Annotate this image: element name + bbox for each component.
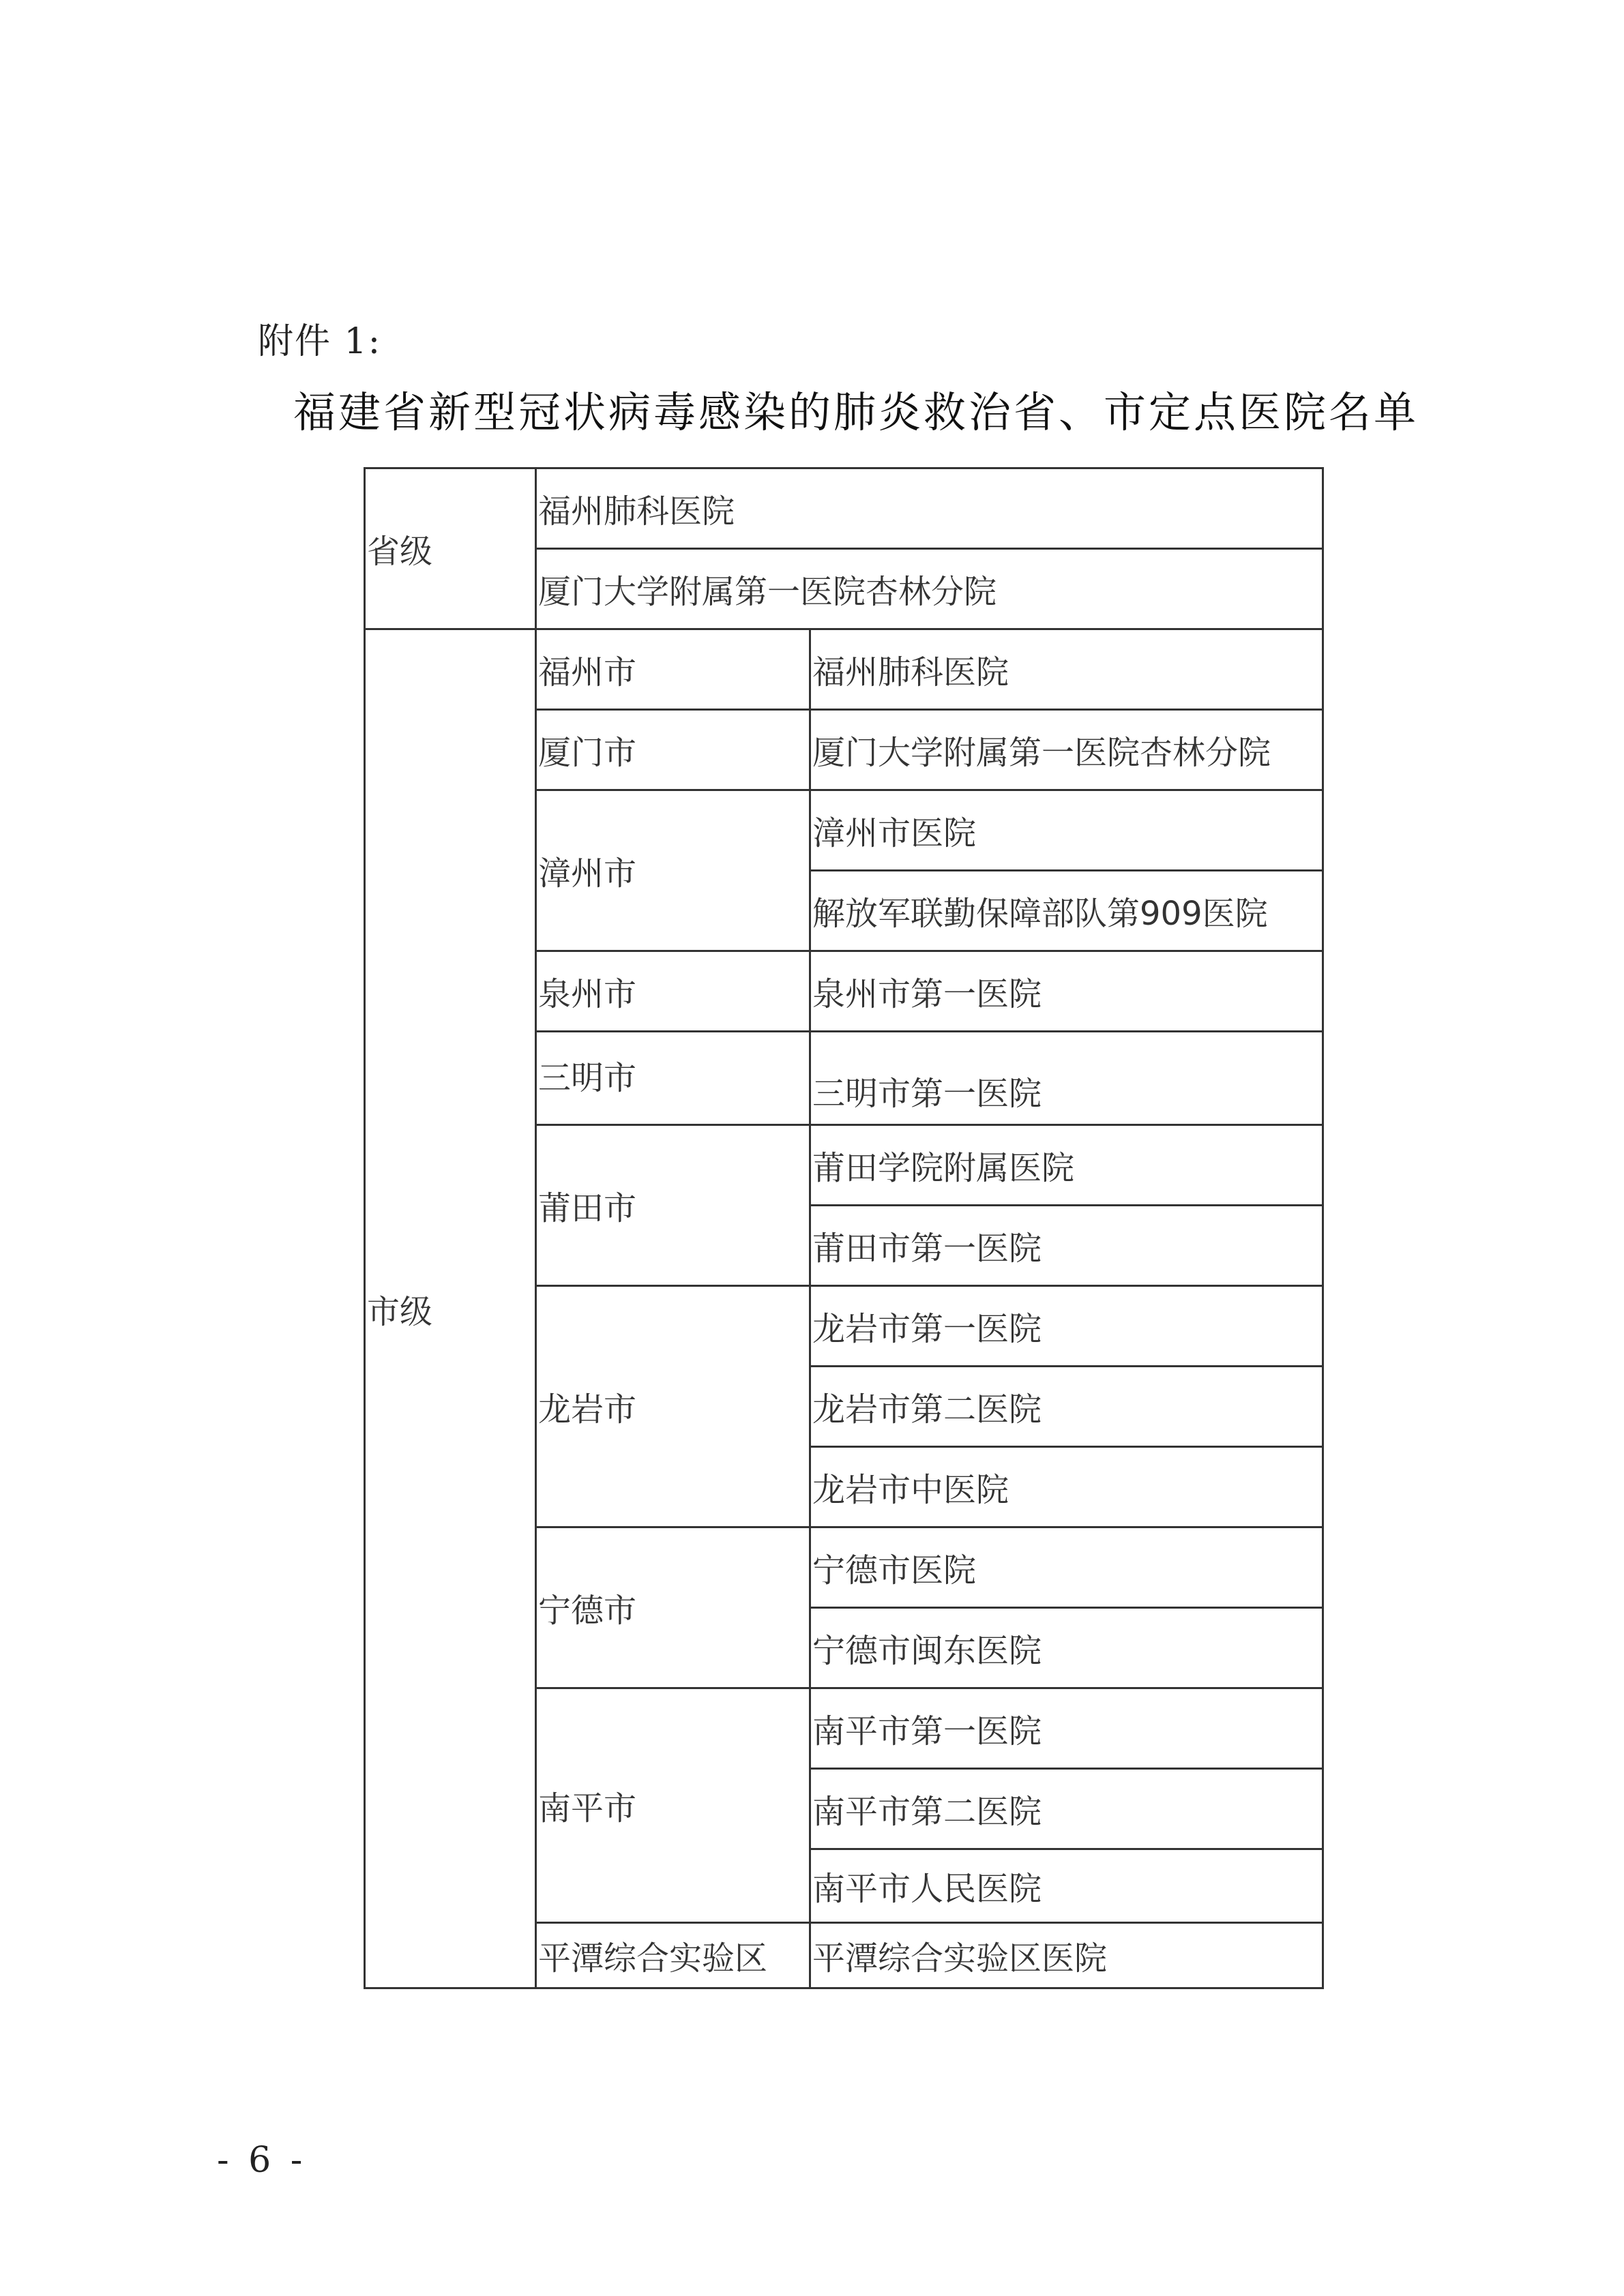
hospital-table [364,467,1324,1989]
page-number: - 6 - [217,2140,307,2181]
city-cell: 龙岩市 [536,1286,810,1527]
hospital-cell: 福州肺科医院 [810,629,1323,710]
hospital-cell: 泉州市第一医院 [810,951,1323,1032]
attachment-label: 附件 1: [258,321,382,362]
city-cell: 宁德市 [536,1527,810,1688]
hospital-cell: 南平市人民医院 [810,1849,1323,1923]
table-row [365,629,1323,710]
city-cell: 漳州市 [536,790,810,951]
hospital-cell: 宁德市闽东医院 [810,1608,1323,1688]
document-title: 福建省新型冠状病毒感染的肺炎救治省、市定点医院名单 [293,387,1419,437]
hospital-cell: 龙岩市中医院 [810,1447,1323,1527]
hospital-cell: 漳州市医院 [810,790,1323,871]
hospital-cell: 莆田市第一医院 [810,1206,1323,1286]
hospital-cell: 三明市第一医院 [810,1032,1323,1125]
level-cell-provincial: 省级 [365,468,536,629]
hospital-cell: 龙岩市第二医院 [810,1367,1323,1447]
hospital-cell: 龙岩市第一医院 [810,1286,1323,1367]
hospital-cell: 宁德市医院 [810,1527,1323,1608]
hospital-cell: 南平市第二医院 [810,1769,1323,1849]
hospital-cell: 解放军联勤保障部队第909医院 [810,871,1323,951]
city-cell: 福州市 [536,629,810,710]
hospital-cell: 福州肺科医院 [536,468,1323,549]
hospital-cell: 南平市第一医院 [810,1688,1323,1769]
city-cell: 莆田市 [536,1125,810,1286]
hospital-cell: 厦门大学附属第一医院杏林分院 [536,549,1323,629]
city-cell: 厦门市 [536,710,810,790]
city-cell: 三明市 [536,1032,810,1125]
hospital-cell: 平潭综合实验区医院 [810,1923,1323,1988]
city-cell: 平潭综合实验区 [536,1923,810,1988]
table-row [365,468,1323,549]
hospital-cell: 厦门大学附属第一医院杏林分院 [810,710,1323,790]
hospital-cell: 莆田学院附属医院 [810,1125,1323,1206]
city-cell: 泉州市 [536,951,810,1032]
city-cell: 南平市 [536,1688,810,1923]
level-cell-municipal: 市级 [365,629,536,1988]
